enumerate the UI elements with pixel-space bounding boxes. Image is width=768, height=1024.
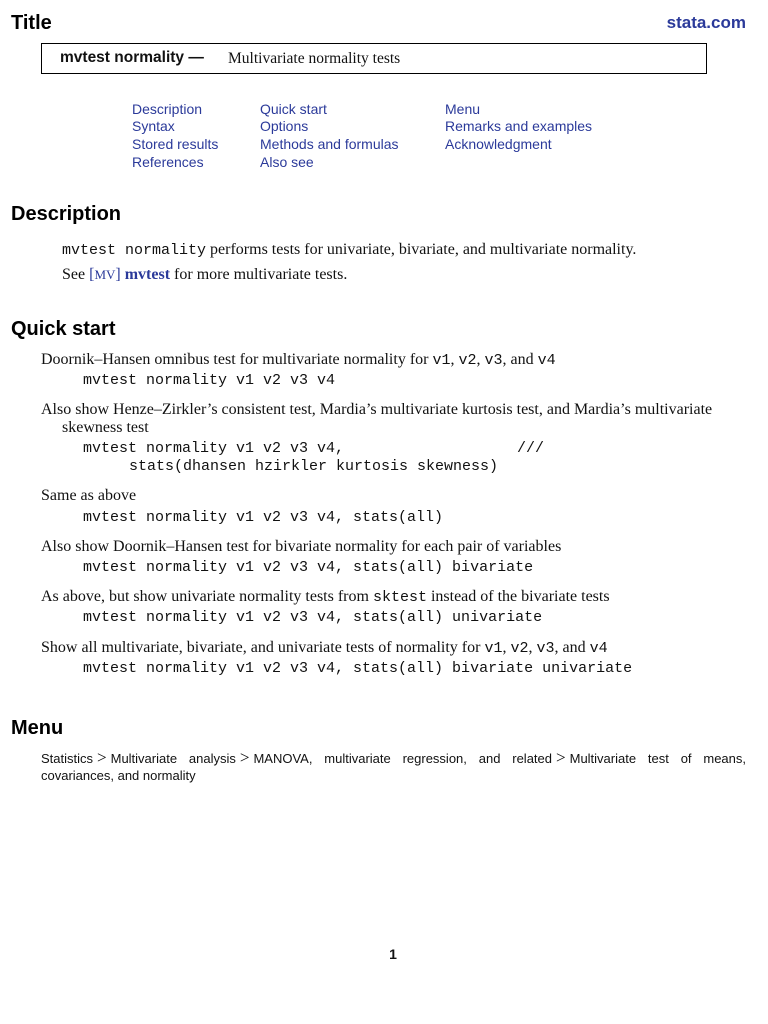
toc-link-quick-start[interactable]: Quick start: [260, 101, 327, 117]
quick-start-command: mvtest normality v1 v2 v3 v4, stats(all): [83, 509, 444, 526]
command-title-box: [41, 43, 707, 74]
toc-link-options[interactable]: Options: [260, 118, 309, 134]
menu-path-item: Statistics: [41, 751, 94, 766]
quick-start-desc: Show all multivariate, bivariate, and univariate tests of normality for v1, v2, v3, and v4: [41, 639, 608, 657]
menu-heading: Menu: [11, 717, 64, 739]
toc-link-description[interactable]: Description: [132, 101, 203, 117]
page-number: 1: [389, 946, 397, 962]
menu-path-item: Multivariate test of means, covariances, and normality: [41, 751, 746, 783]
description-line-2: See [MV] mvtest for more multivariate tests.: [62, 266, 348, 283]
menu-separator: >: [556, 748, 566, 767]
command-description: Multivariate normality tests: [228, 50, 401, 67]
description-heading: Description: [11, 203, 122, 225]
quick-start-command: mvtest normality v1 v2 v3 v4: [83, 372, 336, 389]
quick-start-command: mvtest normality v1 v2 v3 v4, stats(all) bivariate univariate: [83, 660, 633, 677]
quick-start-desc: Same as above: [41, 487, 137, 504]
quick-start-desc: Also show Doornik–Hansen test for bivariate normality for each pair of variables: [41, 538, 562, 555]
stata-site-link[interactable]: stata.com: [666, 13, 746, 32]
quick-start-desc: Doornik–Hansen omnibus test for multivariate normality for v1, v2, v3, and v4: [41, 351, 556, 369]
title-heading: Title: [11, 12, 52, 34]
quick-start-desc: As above, but show univariate normality tests from sktest instead of the bivariate tests: [41, 588, 610, 606]
quick-start-command: mvtest normality v1 v2 v3 v4,: [83, 440, 345, 457]
toc-link-stored-results[interactable]: Stored results: [132, 136, 219, 152]
quick-start-heading: Quick start: [11, 318, 116, 340]
menu-path-item: Multivariate analysis: [110, 751, 236, 766]
menu-path: [41, 749, 746, 784]
menu-path-item: MANOVA, multivariate regression, and related: [253, 751, 553, 766]
quick-start-command: mvtest normality v1 v2 v3 v4, stats(all) bivariate: [83, 559, 534, 576]
menu-separator: >: [239, 748, 250, 767]
toc-link-syntax[interactable]: Syntax: [132, 118, 175, 134]
description-line-1: mvtest normality performs tests for univariate, bivariate, and multivariate normality.: [62, 241, 637, 259]
toc-link-remarks-and-examples[interactable]: Remarks and examples: [445, 118, 593, 134]
quick-start-command: mvtest normality v1 v2 v3 v4, stats(all) univariate: [83, 609, 543, 626]
quick-start-desc-continued: skewness test: [62, 419, 149, 436]
command-code: mvtest normality: [62, 242, 207, 259]
quick-start-desc: Also show Henze–Zirkler’s consistent test, Mardia’s multivariate kurtosis test, and Mardia’s multivariate: [41, 401, 713, 418]
line-continuation-marker: ///: [517, 440, 545, 457]
toc-link-also-see[interactable]: Also see: [260, 154, 314, 170]
toc-link-acknowledgment[interactable]: Acknowledgment: [445, 136, 552, 152]
toc-link-methods-and-formulas[interactable]: Methods and formulas: [260, 136, 399, 152]
command-name: mvtest normality —: [60, 49, 204, 66]
quick-start-command-continued: stats(dhansen hzirkler kurtosis skewness): [129, 458, 499, 475]
toc-link-references[interactable]: References: [132, 154, 204, 170]
menu-separator: >: [97, 748, 107, 767]
toc-link-menu[interactable]: Menu: [445, 101, 481, 117]
mv-manual-ref-link[interactable]: [MV]: [89, 266, 121, 283]
mvtest-link[interactable]: mvtest: [124, 266, 171, 283]
